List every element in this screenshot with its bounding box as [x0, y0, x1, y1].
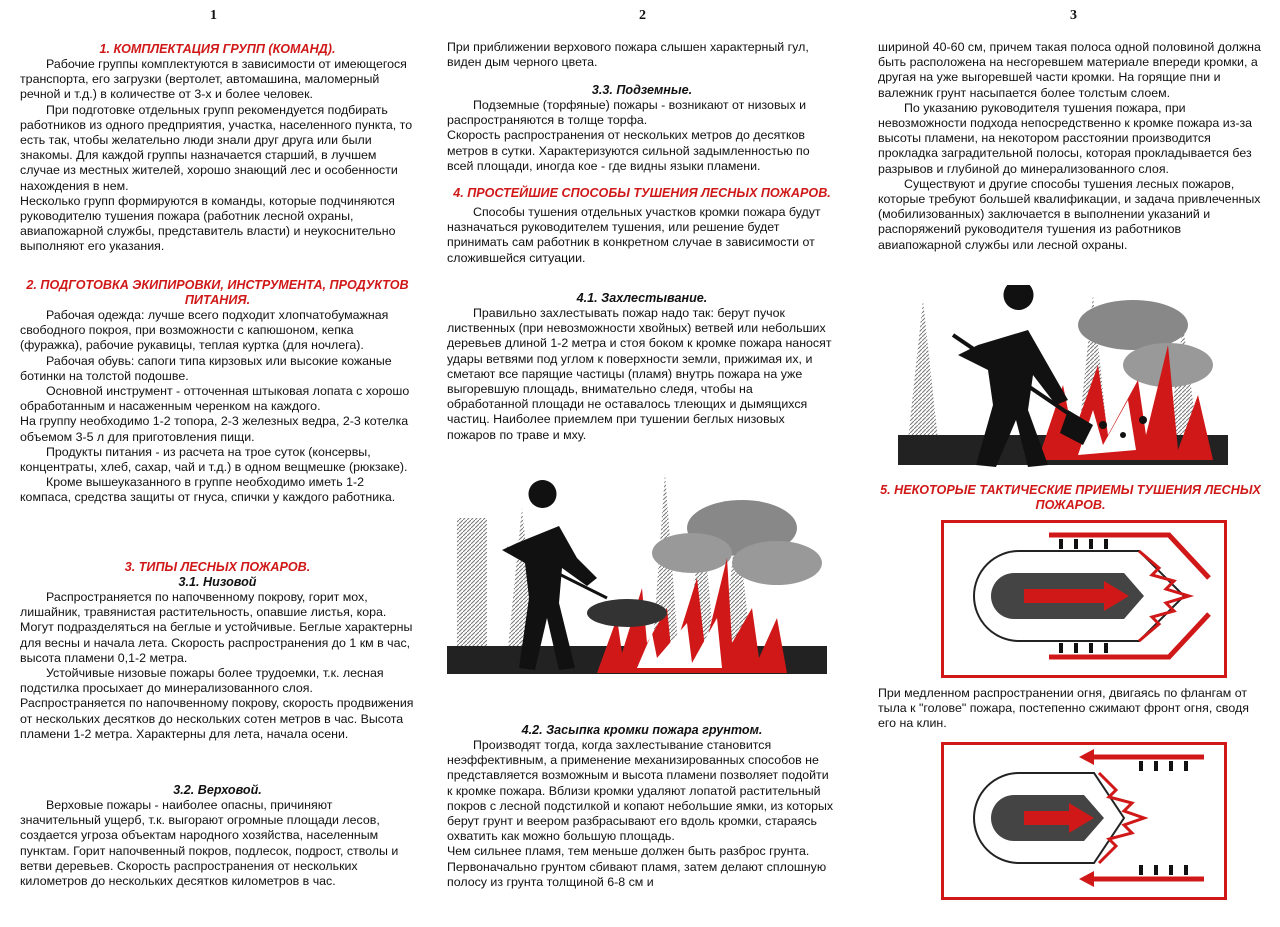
- section-5-title: 5. НЕКОТОРЫЕ ТАКТИЧЕСКИЕ ПРИЕМЫ ТУШЕНИЯ ЛЕСНЫХ ПОЖАРОВ.: [880, 483, 1261, 512]
- tactic-diagram-flank-squeeze: [941, 520, 1227, 678]
- section-4-title: 4. ПРОСТЕЙШИЕ СПОСОБЫ ТУШЕНИЯ ЛЕСНЫХ ПОЖАРОВ.: [453, 186, 831, 200]
- tactic-diagram-front-close: [941, 742, 1227, 900]
- paragraph: По указанию руководителя тушения пожара, при невозможности подхода непосредственно к кромке пожара из-за высоты пламени, на некотором расстоянии производится прокладка заградительной полосы, которая прокладывается без разрывов и глубиной до минерализованного слоя.: [878, 100, 1253, 176]
- paragraph: шириной 40-60 см, причем такая полоса одной половиной должна быть расположена на несгоревшем материале впереди кромки, а другая на уже выгоревшей части кромки. На горящие пни и валежник грунт насыпается более толстым слоем.: [878, 40, 1261, 100]
- page-number: 1: [210, 8, 217, 23]
- section-2-title: 2. ПОДГОТОВКА ЭКИПИРОВКИ, ИНСТРУМЕНТА, ПРОДУКТОВ ПИТАНИЯ.: [26, 278, 409, 307]
- page-2: [447, 0, 837, 927]
- soil-throwing-illustration: [878, 285, 1263, 475]
- section-1-title: 1. КОМПЛЕКТАЦИЯ ГРУПП (КОМАНД).: [99, 42, 336, 56]
- page-number: 2: [639, 8, 646, 23]
- paragraph: Рабочие группы комплектуются в зависимости от имеющегося транспорта, его загрузки (вертолет, автомашина, маломерный речной и т.д.) в количестве от 3-х и более человек.: [20, 57, 407, 102]
- paragraph: Устойчивые низовые пожары более трудоемки, т.к. лесная подстилка просыхает до минерализованного слоя.: [20, 666, 384, 696]
- paragraph: При медленном распространении огня, двигаясь по флангам от тыла к "голове" пожара, постепенно сжимают фронт огня, сводя его на клин.: [878, 686, 1249, 731]
- subsection-3-1-title: 3.1. Низовой: [178, 575, 257, 589]
- paragraph: Распространяется по напочвенному покрову, горит мох, лишайник, травянистая растительность, опавшие листья, кора.: [20, 590, 387, 620]
- paragraph: Чем сильнее пламя, тем меньше должен быть разброс грунта. Первоначально грунтом сбивают пламя, затем делают сплошную полосу из грунта толщиной 6-8 см и: [447, 844, 827, 889]
- paragraph: Кроме вышеуказанного в группе необходимо иметь 1-2 компаса, средства защиты от гнуса, спички у каждого работника.: [20, 475, 396, 505]
- firefighter-with-shovel-icon: [878, 285, 1228, 470]
- paragraph: При подготовке отдельных групп рекомендуется подбирать работников из одного предприятия, участка, населенного пункта, то есть так, чтобы желательно люди знали друг друга или были знакомы. Для каждой группы назначается старший, в лучшем случае из местных жителей, хорошо знающий лес и особенности нахождения в нем.: [20, 102, 413, 193]
- paragraph: Скорость распространения от нескольких метров до десятков метров в сутки. Характеризуются сильной задымленностью по всей площади, иногда кое - где видны языки пламени.: [447, 128, 810, 173]
- paragraph: Рабочая одежда: лучше всего подходит хлопчатобумажная свободного покроя, при возможности с капюшоном, кепка (фуражка), рабочие рукавицы, теплая куртка (для ночлега).: [20, 308, 389, 353]
- page-3: [878, 0, 1263, 927]
- page-number: 3: [1070, 8, 1077, 23]
- beating-fire-illustration: [447, 468, 837, 693]
- section-3-title: 3. ТИПЫ ЛЕСНЫХ ПОЖАРОВ.: [124, 560, 311, 574]
- paragraph: Несколько групп формируются в команды, которые подчиняются руководителю тушения пожара (работник лесной охраны, авиапожарной службы, представитель власти) и неукоснительно выполняют его указания.: [20, 193, 396, 254]
- paragraph: Производят тогда, когда захлестывание становится неэффективным, а применение механизированных способов не представляется возможным и высота пламени позволяет подойти к кромке пожара. Вблизи кромки удаляют лопатой растительный покров с лесной подстилкой и копают небольшие ямки, из которых берут грунт и веером разбрасывают его вдоль кромки, стараясь охватить как можно большую площадь.: [447, 738, 834, 844]
- paragraph: Способы тушения отдельных участков кромки пожара будут назначаться руководителем тушения, или решение будет принимать сам работник в конкретном случае в зависимости от сложившейся ситуации.: [447, 205, 821, 265]
- subsection-3-2-title: 3.2. Верховой.: [173, 783, 262, 797]
- subsection-4-1-title: 4.1. Захлестывание.: [576, 291, 708, 305]
- paragraph: Распространяется по напочвенному покрову, скорость продвижения от нескольких десятков до нескольких сотен метров в час. Высота пламени 1-2 метра. Характерны для лета, начала осени.: [20, 696, 414, 741]
- subsection-3-3-title: 3.3. Подземные.: [591, 83, 693, 97]
- paragraph: Подземные (торфяные) пожары - возникают от низовых и распространяются в толще торфа.: [447, 98, 806, 128]
- fire-front-close-diagram: [944, 745, 1218, 891]
- subsection-4-2-title: 4.2. Засыпка кромки пожара грунтом.: [521, 723, 763, 737]
- paragraph: Продукты питания - из расчета на трое суток (консервы, концентраты, хлеб, сахар, чай и т.д.) в одном вещмешке (рюкзаке).: [20, 444, 408, 475]
- firefighter-with-branches-icon: [447, 468, 837, 693]
- fire-front-squeeze-diagram: [944, 523, 1218, 669]
- paragraph: Верховые пожары - наиболее опасны, причиняют значительный ущерб, т.к. выгорают огромные площади лесов, создается угроза объектам народного хозяйства, населенным пунктам. Горит напочвенный покров, подлесок, подрост, стволы и ветви деревьев. Скорость распространения от нескольких километров до нескольких десятков километров в час.: [20, 798, 399, 889]
- paragraph: Правильно захлестывать пожар надо так: берут пучок лиственных (при невозможности хвойных) ветвей или небольших деревьев длиной 1-2 метра и стоя боком к кромке пожара наносят удары ветвями под углом к поверхности земли, прижимая их, и сметают все парящие частицы (пламя) внутрь пожара на уже выгоревшую площадь, внимательно следя, чтобы на обработанной площади не оставалось тлеющих и дымящихся частиц. Наиболее приемлем при тушении беглых низовых пожаров по траве и мху.: [447, 306, 832, 442]
- paragraph: На группу необходимо 1-2 топора, 2-3 железных ведра, 2-3 котелка объемом 3-5 л для приготовления пищи.: [20, 414, 409, 444]
- paragraph: Существуют и другие способы тушения лесных пожаров, которые требуют большей квалификации, и задача привлеченных (мобилизованных) заключается в выполнении указаний и распоряжений руководителя тушения из работников авиапожарной службы или лесной охраны.: [878, 176, 1261, 252]
- paragraph: Рабочая обувь: сапоги типа кирзовых или высокие кожаные ботинки на толстой подошве.: [20, 353, 392, 383]
- page-1: [20, 0, 415, 927]
- paragraph: Основной инструмент - отточенная штыковая лопата с хорошо обработанным и насаженным черенком на каждого.: [20, 384, 410, 414]
- paragraph: Могут подразделяться на беглые и устойчивые. Беглые характерны для весны и начала лета. Скорость распространения до 1 км в час, высота пламени 0,1-2 метра.: [20, 620, 413, 665]
- paragraph: При приближении верхового пожара слышен характерный гул, виден дым черного цвета.: [447, 40, 809, 70]
